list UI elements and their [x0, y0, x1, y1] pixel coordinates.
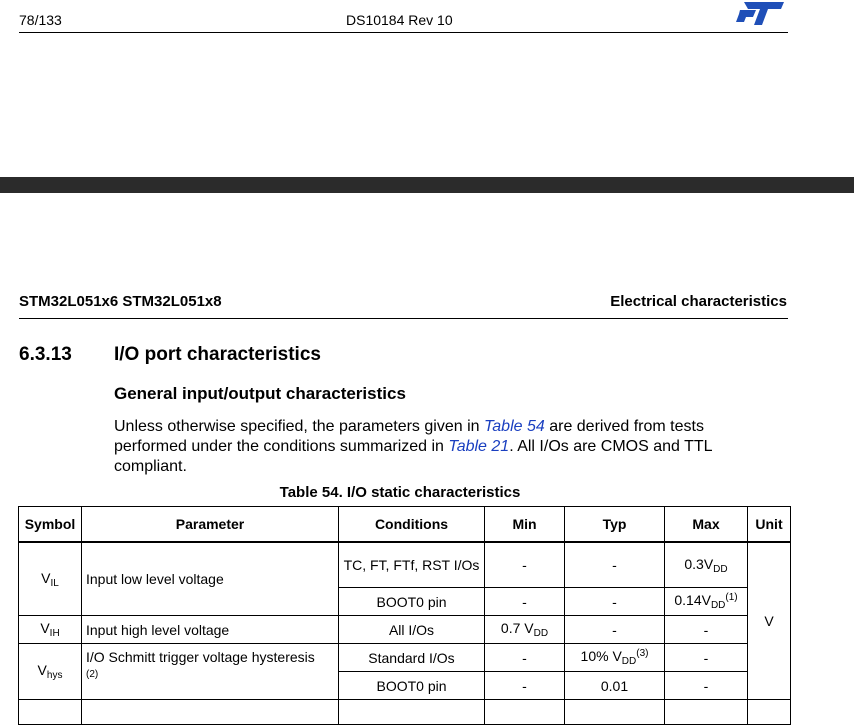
header-parameter: Parameter	[82, 507, 339, 543]
condition-cell: BOOT0 pin	[339, 588, 485, 616]
table-row	[19, 700, 791, 725]
page-separator	[0, 177, 854, 193]
para-text-3: . All I/Os are CMOS and TTL compliant.	[114, 438, 712, 475]
running-header-rule	[19, 318, 788, 319]
table-row	[19, 644, 791, 672]
running-header-left: STM32L051x6 STM32L051x8	[19, 293, 222, 310]
empty-cell	[748, 700, 791, 725]
table-row	[19, 616, 791, 644]
empty-cell	[19, 700, 82, 725]
symbol-vih: $V_{IH}$	[19, 616, 82, 644]
st-logo-icon	[734, 0, 786, 28]
table-caption: Table 54. I/O static characteristics	[279, 484, 521, 501]
parameter-vhys: I/O Schmitt trigger voltage hysteresis (2)	[82, 644, 339, 700]
symbol-vil: $V_{IL}$	[19, 542, 82, 616]
header-rule	[19, 32, 788, 33]
max-cell: $0.14V_{DD}^{(1)}$	[665, 588, 748, 616]
condition-cell: BOOT0 pin	[339, 672, 485, 700]
min-cell: -	[485, 672, 565, 700]
intro-paragraph	[114, 417, 754, 477]
min-cell: -	[485, 542, 565, 588]
header-symbol: Symbol	[19, 507, 82, 543]
table-54-link[interactable]: Table 54	[483, 418, 545, 435]
table-row	[19, 542, 791, 588]
typ-cell: -	[565, 588, 665, 616]
section-number: 6.3.13	[19, 344, 72, 365]
min-cell: -	[485, 644, 565, 672]
table-header-row	[19, 507, 791, 543]
empty-cell	[339, 700, 485, 725]
typ-cell: -	[565, 542, 665, 588]
typ-cell: -	[565, 616, 665, 644]
running-header-right: Electrical characteristics	[610, 293, 787, 310]
header-min: Min	[485, 507, 565, 543]
condition-cell: Standard I/Os	[339, 644, 485, 672]
table-21-link[interactable]: Table 21	[448, 438, 510, 455]
section-title: I/O port characteristics	[114, 344, 321, 365]
header-conditions: Conditions	[339, 507, 485, 543]
para-text-1: Unless otherwise specified, the parameters given in	[114, 418, 484, 435]
condition-cell: All I/Os	[339, 616, 485, 644]
empty-cell	[485, 700, 565, 725]
document-id: DS10184 Rev 10	[346, 12, 453, 28]
st-logo	[734, 0, 786, 28]
parameter-vil: Input low level voltage	[82, 542, 339, 616]
min-cell: 0.7 $V_{DD}$	[485, 616, 565, 644]
io-static-characteristics-table	[18, 506, 791, 725]
unit-cell: V	[748, 542, 791, 700]
empty-cell	[565, 700, 665, 725]
page-number: 78/133	[19, 12, 62, 28]
max-cell: -	[665, 644, 748, 672]
empty-cell	[82, 700, 339, 725]
empty-cell	[665, 700, 748, 725]
header-unit: Unit	[748, 507, 791, 543]
typ-cell: 10% $V_{DD}^{(3)}$	[565, 644, 665, 672]
typ-cell: 0.01	[565, 672, 665, 700]
header-max: Max	[665, 507, 748, 543]
min-cell: -	[485, 588, 565, 616]
header-typ: Typ	[565, 507, 665, 543]
symbol-vhys: $V_{hys}$	[19, 644, 82, 700]
max-cell: -	[665, 672, 748, 700]
subsection-title: General input/output characteristics	[114, 384, 406, 403]
para-text-2: are derived from tests performed under the conditions summarized in	[114, 418, 704, 455]
max-cell: -	[665, 616, 748, 644]
max-cell: $0.3V_{DD}$	[665, 542, 748, 588]
parameter-vih: Input high level voltage	[82, 616, 339, 644]
condition-cell: TC, FT, FTf, RST I/Os	[339, 542, 485, 588]
